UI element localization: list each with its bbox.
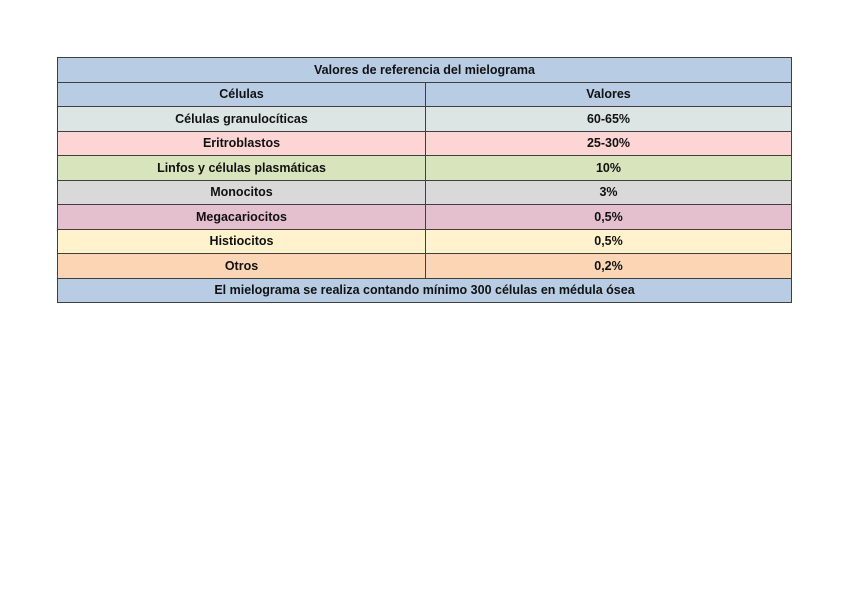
- cell-name: Células granulocíticas: [58, 107, 426, 132]
- cell-name: Linfos y células plasmáticas: [58, 156, 426, 181]
- cell-name: Monocitos: [58, 180, 426, 205]
- table-row: [58, 131, 792, 156]
- cell-name: Eritroblastos: [58, 131, 426, 156]
- cell-value: 0,2%: [426, 254, 792, 279]
- cell-value: 0,5%: [426, 205, 792, 230]
- cell-name: Histiocitos: [58, 229, 426, 254]
- header-values: Valores: [426, 82, 792, 107]
- table-row: [58, 254, 792, 279]
- cell-value: 3%: [426, 180, 792, 205]
- table-footer-row: [58, 278, 792, 303]
- table-row: [58, 156, 792, 181]
- table-row: [58, 180, 792, 205]
- table-title: Valores de referencia del mielograma: [58, 58, 792, 83]
- cell-value: 0,5%: [426, 229, 792, 254]
- header-cells: Células: [58, 82, 426, 107]
- table-row: [58, 107, 792, 132]
- cell-value: 10%: [426, 156, 792, 181]
- table-footer: El mielograma se realiza contando mínimo 300 células en médula ósea: [58, 278, 792, 303]
- cell-value: 25-30%: [426, 131, 792, 156]
- table-row: [58, 205, 792, 230]
- table-title-row: [58, 58, 792, 83]
- table-body: [58, 58, 792, 303]
- cell-value: 60-65%: [426, 107, 792, 132]
- cell-name: Otros: [58, 254, 426, 279]
- table-header-row: [58, 82, 792, 107]
- cell-name: Megacariocitos: [58, 205, 426, 230]
- reference-table: [57, 57, 792, 303]
- table-row: [58, 229, 792, 254]
